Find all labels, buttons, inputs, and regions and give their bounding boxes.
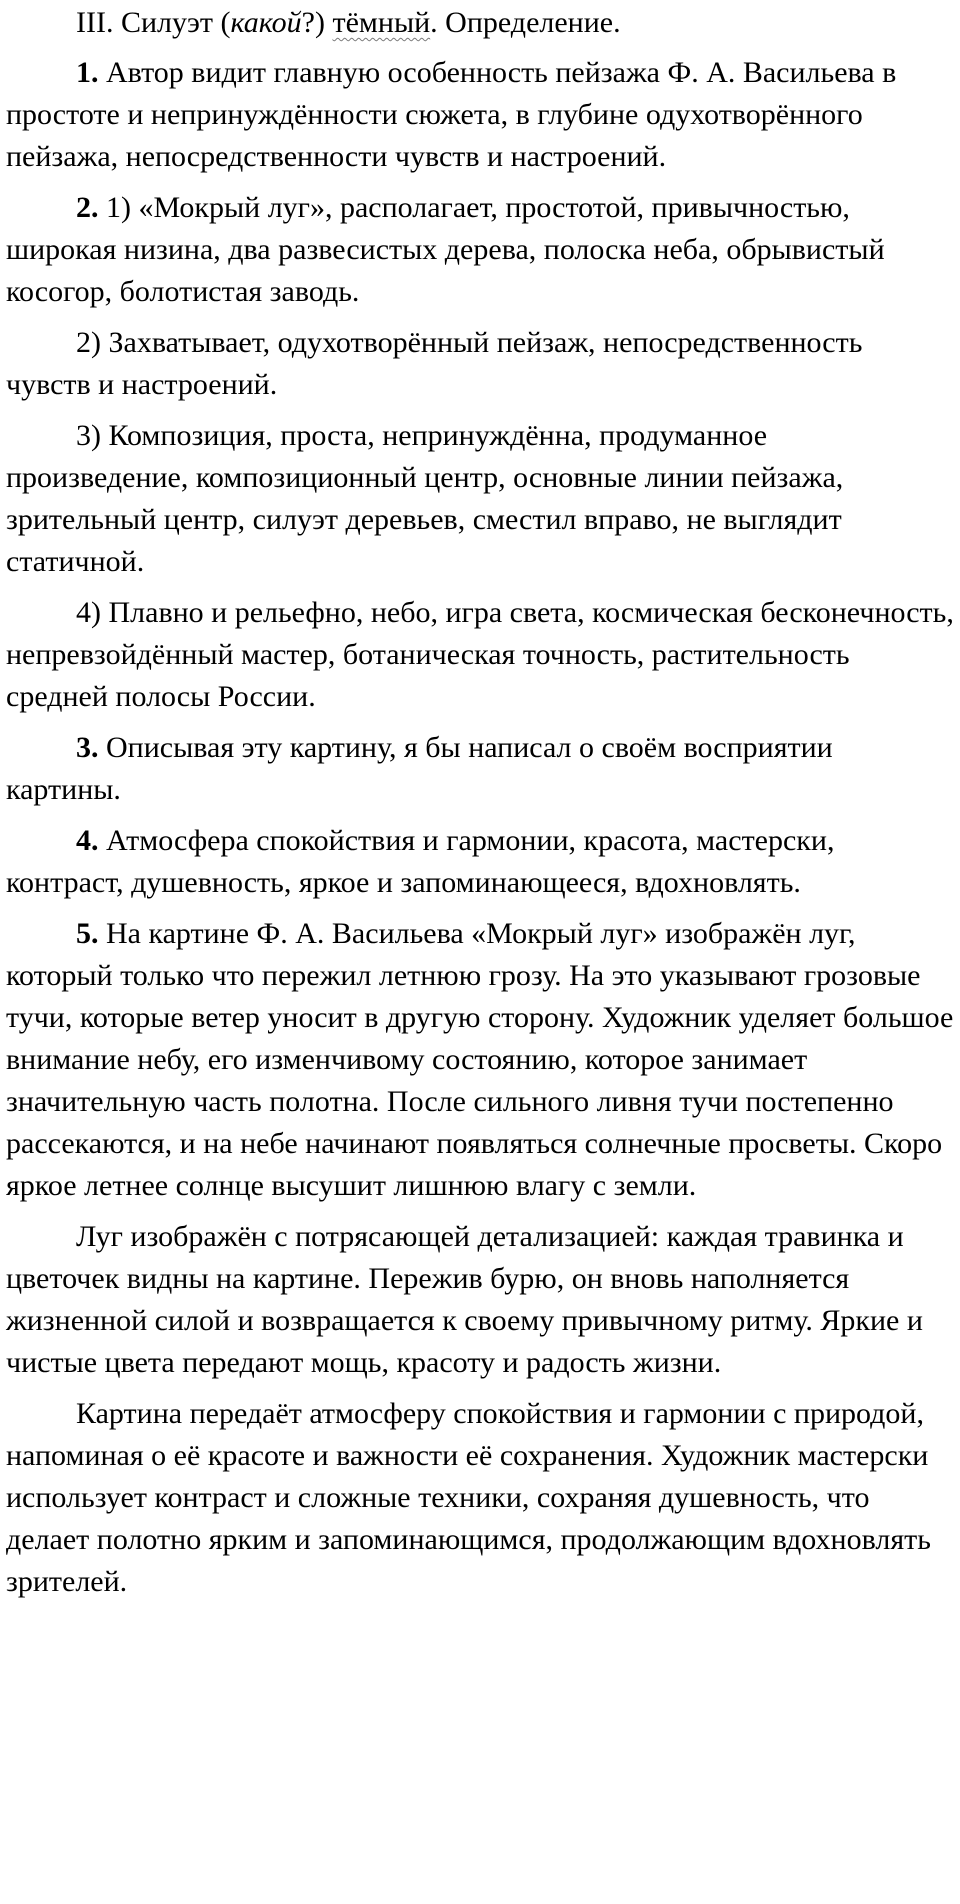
paragraph-number: 1. [76, 56, 99, 89]
paragraph-text: 4) Плавно и рельефно, небо, игра света, космическая бесконечность, непревзойдённый мастер, ботаническая точность, растительность средней полосы России. [6, 596, 954, 713]
paragraph-text: Описывая эту картину, я бы написал о своём восприятии картины. [6, 731, 833, 806]
answer-paragraph-3 [6, 727, 954, 811]
heading-prefix: III. Силуэт ( [76, 6, 231, 39]
paragraph-text: Атмосфера спокойствия и гармонии, красота, мастерски, контраст, душевность, яркое и запоминающееся, вдохновлять. [6, 824, 835, 899]
heading-underlined-word: тёмный [332, 6, 431, 39]
answer-paragraph-2-3 [6, 415, 954, 583]
paragraph-text: 2) Захватывает, одухотворённый пейзаж, непосредственность чувств и настроений. [6, 326, 863, 401]
heading-suffix: . Определение. [430, 6, 621, 39]
paragraph-text: Автор видит главную особенность пейзажа Ф. А. Васильева в простоте и непринуждённости сюжета, в глубине одухотворённого пейзажа, непосредственности чувств и настроений. [6, 56, 897, 173]
heading-mid: ?) [301, 6, 333, 39]
answer-paragraph-2-2 [6, 322, 954, 406]
paragraph-number: 5. [76, 917, 99, 950]
paragraph-text: Луг изображён с потрясающей детализацией: каждая травинка и цветочек видны на картине. Пережив бурю, он вновь наполняется жизненной силой и возвращается к своему привычному ритму. Яркие и чистые цвета передают мощь, красоту и радость жизни. [6, 1220, 923, 1379]
answer-paragraph-1 [6, 52, 954, 178]
answer-paragraph-5 [6, 913, 954, 1207]
paragraph-text: На картине Ф. А. Васильева «Мокрый луг» изображён луг, который только что пережил летнюю грозу. На это указывают грозовые тучи, которые ветер уносит в другую сторону. Художник уделяет большое внимание небу, его изменчивому состоянию, которое занимает значительную часть полотна. После сильного ливня тучи постепенно рассекаются, и на небе начинают появляться солнечные просветы. Скоро яркое летнее солнце высушит лишнюю влагу с земли. [6, 917, 954, 1202]
paragraph-text: 1) «Мокрый луг», располагает, простотой, привычностью, широкая низина, два развесистых дерева, полоска неба, обрывистый косогор, болотистая заводь. [6, 191, 885, 308]
paragraph-text: Картина передаёт атмосферу спокойствия и гармонии с природой, напоминая о её красоте и важности её сохранения. Художник мастерски использует контраст и сложные техники, сохраняя душевность, что делает полотно ярким и запоминающимся, продолжающим вдохновлять зрителей. [6, 1397, 931, 1598]
answer-paragraph-4 [6, 820, 954, 904]
answer-paragraph-2-4 [6, 592, 954, 718]
paragraph-number: 2. [76, 191, 99, 224]
heading-italic-word: какой [230, 6, 302, 39]
answer-paragraph-2 [6, 187, 954, 313]
paragraph-number: 3. [76, 731, 99, 764]
essay-paragraph-3 [6, 1393, 954, 1603]
paragraph-text: 3) Композиция, проста, непринуждённа, продуманное произведение, композиционный центр, основные линии пейзажа, зрительный центр, силуэт деревьев, сместил вправо, не выглядит статичной. [6, 419, 844, 578]
section-heading [6, 2, 960, 44]
paragraph-number: 4. [76, 824, 99, 857]
essay-paragraph-2 [6, 1216, 954, 1384]
